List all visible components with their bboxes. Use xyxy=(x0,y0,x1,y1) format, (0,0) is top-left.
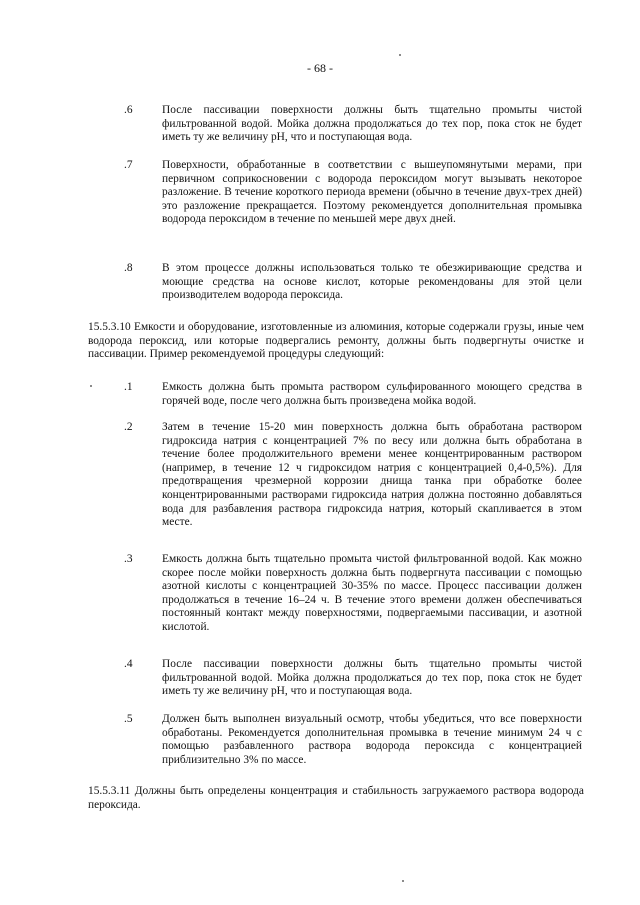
item-number: .1 xyxy=(124,381,133,393)
item-text: После пассивации поверхности должны быть тщательно промыты чистой фильтрованной водой. Мойка должна продолжаться до тех пор, пока сток не будет иметь ту же величину рН, что и поступающая вода. xyxy=(162,104,582,144)
section-paragraph: 15.5.3.10 Емкости и оборудование, изготовленные из алюминия, которые содержали грузы, иные чем водорода пероксид, или которые подвергались ремонту, должны быть подвергнуты очистке и пассивации. Пример рекомендуемой процедуры следующий: xyxy=(88,321,584,361)
scan-speck xyxy=(402,880,404,882)
item-text: После пассивации поверхности должны быть тщательно промыты чистой фильтрованной водой. Мойка должна продолжаться до тех пор, пока сток не будет иметь ту же величину рН, что и поступающая вода. xyxy=(162,658,582,698)
scan-speck xyxy=(399,54,401,56)
item-number: .2 xyxy=(124,421,133,433)
item-number: .4 xyxy=(124,658,133,670)
item-text: Емкость должна быть тщательно промыта чистой фильтрованной водой. Как можно скорее после мойки поверхность должна быть подвергнута пассивации с помощью азотной кислоты с концентрацией 30-35% по массе. Процесс пассивации должен продолжаться в течение 16–24 ч. В течение этого времени должен обеспечиваться постоянный контакт между поверхностями, подвергаемыми пассивации, и азотной кислотой. xyxy=(162,553,582,633)
section-paragraph: 15.5.3.11 Должны быть определены концентрация и стабильность загружаемого раствора водорода пероксида. xyxy=(88,785,584,811)
item-number: .7 xyxy=(124,159,133,171)
item-number: .3 xyxy=(124,553,133,565)
scan-speck xyxy=(90,385,92,387)
item-number: .6 xyxy=(124,104,133,116)
item-text: В этом процессе должны использоваться только те обезжиривающие средства и моющие средства на основе кислот, которые рекомендованы для этой цели производителем водорода пероксида. xyxy=(162,262,582,302)
page-number: - 68 - xyxy=(307,61,333,75)
item-number: .5 xyxy=(124,713,133,725)
item-text: Должен быть выполнен визуальный осмотр, чтобы убедиться, что все поверхности обработаны. Рекомендуется дополнительная промывка в течение минимум 24 ч с помощью разбавленного раствора водорода пероксида с концентрацией приблизительно 3% по массе. xyxy=(162,713,582,766)
item-number: .8 xyxy=(124,262,133,274)
item-text: Затем в течение 15-20 мин поверхность должна быть обработана раствором гидроксида натрия с концентрацией 7% по весу или должна быть обработана в течение более продолжительного времени менее концентрированным раствором (например, в течение 12 ч гидроксидом натрия с концентрацией 0,4-0,5%). Для предотвращения чрезмерной коррозии днища танка при обработке более концентрированными растворами гидроксида натрия должна постоянно добавляться вода для разбавления раствора гидроксида натрия, который скапливается в этом месте. xyxy=(162,421,582,529)
item-text: Емкость должна быть промыта раствором сульфированного моющего средства в горячей воде, после чего должна быть произведена мойка водой. xyxy=(162,381,582,407)
item-text: Поверхности, обработанные в соответствии с вышеупомянутыми мерами, при первичном соприкосновении с водорода пероксидом могут вызывать некоторое разложение. В течение короткого периода времени (обычно в течение двух-трех дней) это разложение прекращается. Поэтому рекомендуется дополнительная промывка водорода пероксидом в течение по меньшей мере двух дней. xyxy=(162,159,582,226)
